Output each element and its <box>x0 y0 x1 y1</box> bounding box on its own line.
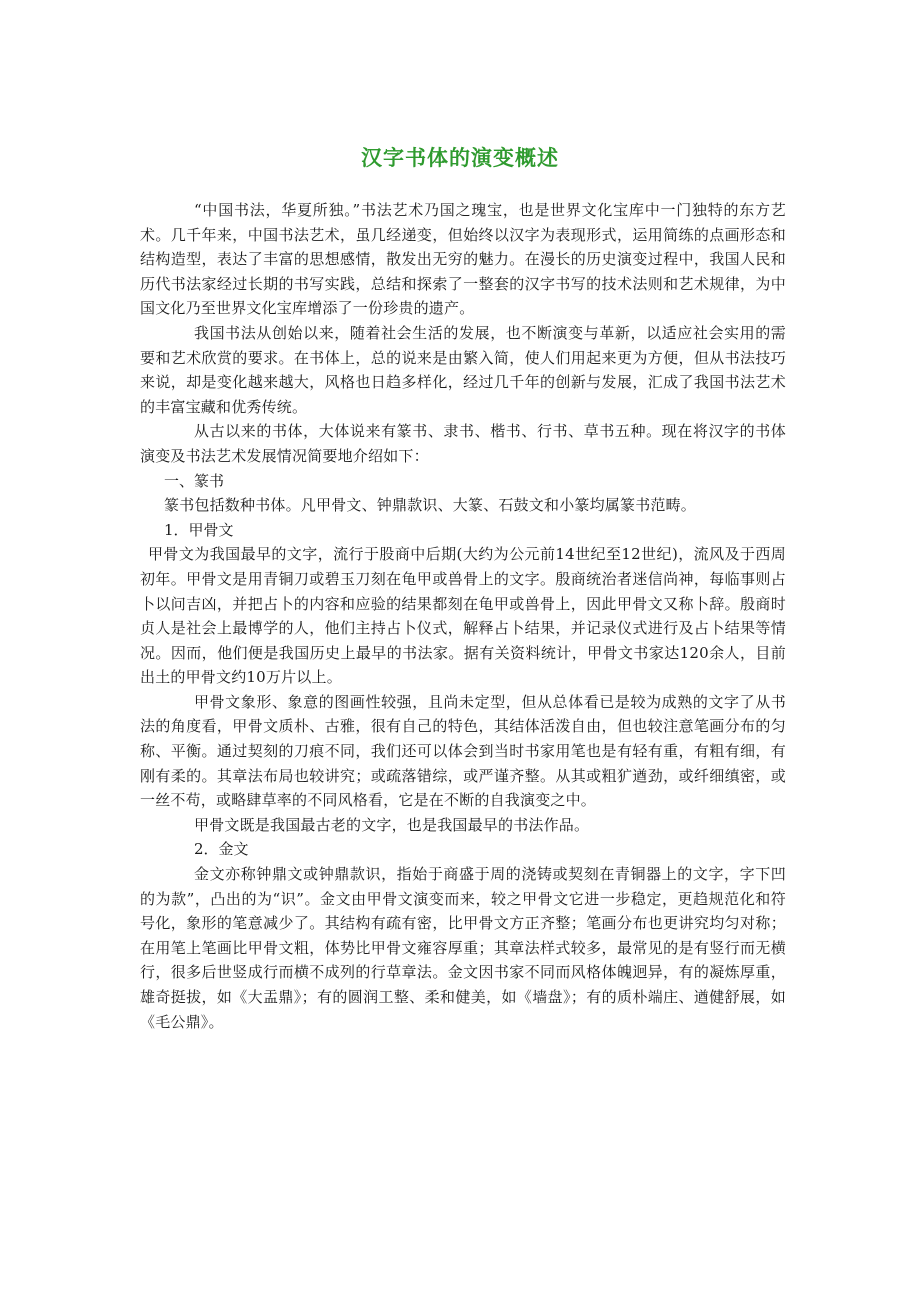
paragraph-intro: “中国书法，华夏所独。”书法艺术乃国之瑰宝，也是世界文化宝库中一门独特的东方艺术。几千年来，中国书法艺术，虽几经递变，但始终以汉字为表现形式，运用简练的点画形态和结构造型，表达了丰富的思想感情，散发出无穷的魅力。在漫长的历史演变过程中，我国人民和历代书法家经过长期的书写实践，总结和探索了一整套的汉字书写的技术法则和艺术规律，为中国文化乃至世界文化宝库增添了一份珍贵的遗产。 <box>140 201 786 318</box>
paragraph-jiaguwen-1: 甲骨文为我国最早的文字，流行于股商中后期(大约为公元前14世纪至12世纪)，流风及于西周初年。甲骨文是用青铜刀或碧玉刀刻在龟甲或兽骨上的文字。殷商统治者迷信尚神，每临事则占卜以问吉凶，并把占卜的内容和应验的结果都刻在龟甲或兽骨上，因此甲骨文又称卜辞。殷商时贞人是社会上最博学的人，他们主持占卜仪式，解释占卜结果，并记录仪式进行及占卜结果等情况。因而，他们便是我国历史上最早的书法家。据有关资料统计，甲骨文书家达120余人，目前出土的甲骨文约10万片以上。 <box>140 545 786 687</box>
document-body <box>140 198 786 1034</box>
paragraph-evolution: 我国书法从创始以来，随着社会生活的发展，也不断演变与革新，以适应社会实用的需要和艺术欣赏的要求。在书体上，总的说来是由繁入简，使人们用起来更为方便，但从书法技巧来说，却是变化越来越大，风格也日趋多样化，经过几千年的创新与发展，汇成了我国书法艺术的丰富宝藏和优秀传统。 <box>140 323 786 416</box>
subsection-heading-jinwen: 2．金文 <box>194 840 249 859</box>
paragraph-five-styles: 从古以来的书体，大体说来有篆书、隶书、楷书、行书、草书五种。现在将汉字的书体演变及书法艺术发展情况简要地介绍如下： <box>140 422 786 465</box>
paragraph-zhuanshu-intro: 篆书包括数种书体。凡甲骨文、钟鼎款识、大篆、石鼓文和小篆均属篆书范畴。 <box>164 496 697 515</box>
paragraph-jinwen-1: 金文亦称钟鼎文或钟鼎款识，指始于商盛于周的浇铸或契刻在青铜器上的文字，字下凹的为款”，凸出的为“识”。金文由甲骨文演变而来，较之甲骨文它进一步稳定，更趋规范化和符号化，象形的笔意减少了。其结构有疏有密，比甲骨文方正齐整；笔画分布也更讲究均匀对称；在用笔上笔画比甲骨文粗，体势比甲骨文雍容厚重；其章法样式较多，最常见的是有竖行而无横行，很多后世竖成行而横不成列的行草章法。金文因书家不同而风格体魄迥异，有的凝炼厚重，雄奇挺拔，如《大盂鼎》；有的圆润工整、柔和健美，如《墙盘》；有的质朴端庄、遒健舒展，如《毛公鼎》。 <box>140 865 786 1031</box>
document-title: 汉字书体的演变概述 <box>361 145 559 170</box>
section-heading-zhuanshu: 一、篆书 <box>164 471 225 490</box>
paragraph-jiaguwen-2: 甲骨文象形、象意的图画性较强，且尚未定型，但从总体看已是较为成熟的文字了从书法的角度看，甲骨文质朴、古雅，很有自己的特色，其结体活泼自由，但也较注意笔画分布的匀称、平衡。通过契刻的刀痕不同，我们还可以体会到当时书家用笔也是有轻有重，有粗有细，有刚有柔的。其章法布局也较讲究；或疏落错综，或严谨齐整。从其或粗犷遒劲，或纤细缜密，或一丝不苟，或略肆草率的不同风格看，它是在不断的自我演变之中。 <box>140 692 786 810</box>
subsection-heading-jiaguwen: 1．甲骨文 <box>164 520 234 539</box>
paragraph-jiaguwen-3: 甲骨文既是我国最古老的文字，也是我国最早的书法作品。 <box>194 815 590 834</box>
